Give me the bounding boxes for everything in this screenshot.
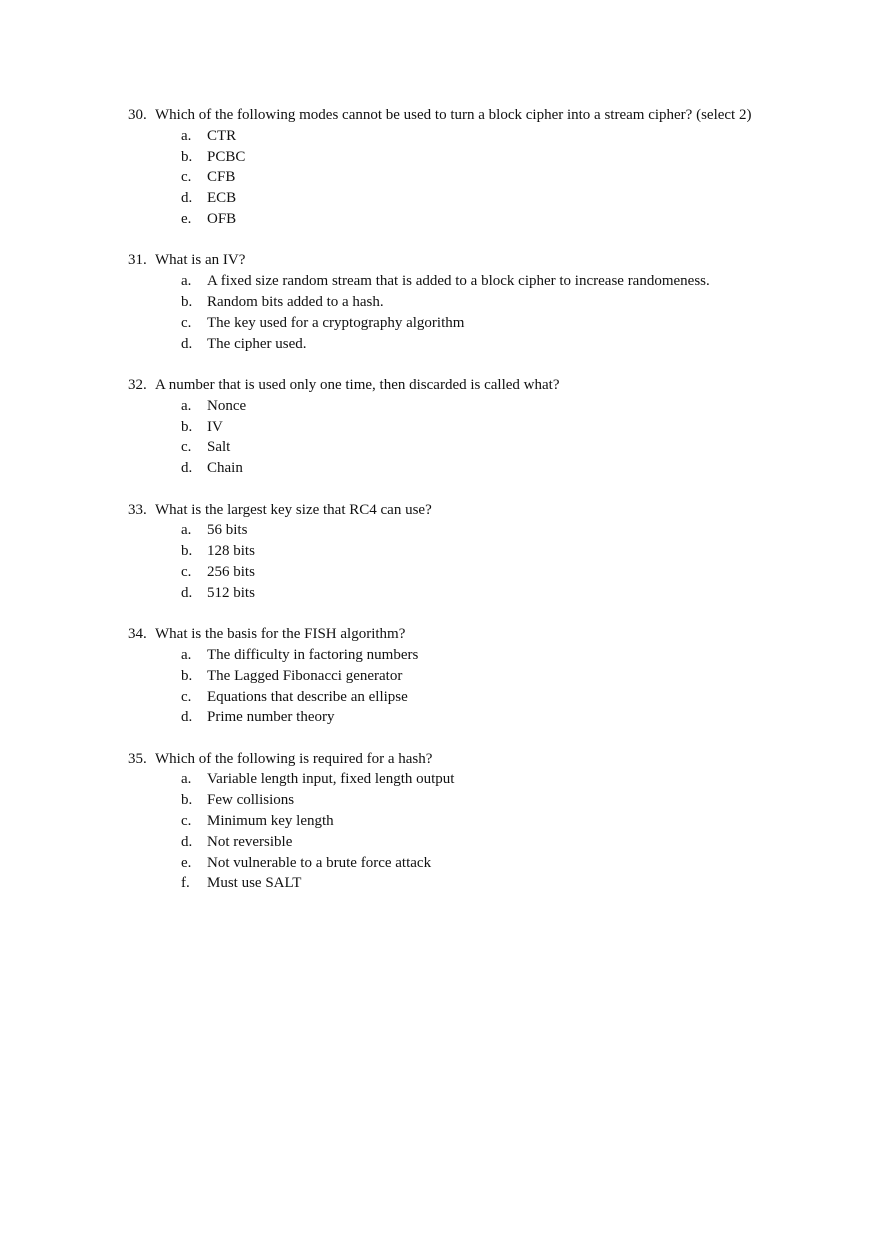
answer-option bbox=[128, 520, 778, 541]
option-letter: b. bbox=[181, 543, 193, 560]
answer-option bbox=[128, 707, 778, 728]
answer-option bbox=[128, 666, 778, 687]
question-number: 33. bbox=[128, 501, 147, 518]
option-text: Prime number theory bbox=[207, 709, 335, 726]
option-text: Not reversible bbox=[207, 833, 293, 850]
option-letter: d. bbox=[181, 833, 193, 850]
option-text: The Lagged Fibonacci generator bbox=[207, 667, 403, 684]
question-stem bbox=[128, 624, 778, 645]
option-text: Equations that describe an ellipse bbox=[207, 688, 408, 705]
answer-option bbox=[128, 541, 778, 562]
option-text: Variable length input, fixed length output bbox=[207, 771, 455, 788]
option-text: The cipher used. bbox=[207, 335, 307, 352]
question-text: A number that is used only one time, then discarded is called what? bbox=[155, 376, 560, 393]
answer-options bbox=[128, 126, 778, 230]
option-text: 512 bits bbox=[207, 584, 255, 601]
option-letter: b. bbox=[181, 293, 193, 310]
option-text: Nonce bbox=[207, 397, 247, 414]
answer-option bbox=[128, 126, 778, 147]
question-text: What is an IV? bbox=[155, 252, 246, 269]
answer-option bbox=[128, 562, 778, 583]
answer-option bbox=[128, 334, 778, 355]
question-list bbox=[128, 105, 778, 915]
option-letter: b. bbox=[181, 792, 193, 809]
option-letter: a. bbox=[181, 646, 192, 663]
option-text: Must use SALT bbox=[207, 875, 302, 892]
answer-option bbox=[128, 458, 778, 479]
answer-option bbox=[128, 437, 778, 458]
answer-option bbox=[128, 292, 778, 313]
option-letter: c. bbox=[181, 439, 192, 456]
question-stem bbox=[128, 749, 778, 770]
option-text: Few collisions bbox=[207, 792, 295, 809]
answer-option bbox=[128, 811, 778, 832]
option-letter: b. bbox=[181, 667, 193, 684]
question-number: 34. bbox=[128, 626, 147, 643]
option-letter: c. bbox=[181, 688, 192, 705]
option-text: PCBC bbox=[207, 148, 246, 165]
question-text: What is the basis for the FISH algorithm? bbox=[155, 626, 406, 643]
option-letter: e. bbox=[181, 854, 192, 871]
answer-option bbox=[128, 147, 778, 168]
question-stem bbox=[128, 250, 778, 271]
answer-option bbox=[128, 396, 778, 417]
option-text: Random bits added to a hash. bbox=[207, 293, 384, 310]
option-text: OFB bbox=[207, 210, 237, 227]
option-text: 128 bits bbox=[207, 543, 255, 560]
option-text: CTR bbox=[207, 127, 237, 144]
option-letter: d. bbox=[181, 460, 193, 477]
option-text: The key used for a cryptography algorithm bbox=[207, 314, 465, 331]
option-text: The difficulty in factoring numbers bbox=[207, 646, 419, 663]
question-2 bbox=[128, 375, 778, 479]
option-letter: d. bbox=[181, 335, 193, 352]
option-letter: d. bbox=[181, 190, 193, 207]
option-letter: a. bbox=[181, 397, 192, 414]
question-5 bbox=[128, 749, 778, 895]
answer-options bbox=[128, 769, 778, 894]
question-number: 30. bbox=[128, 107, 147, 123]
option-letter: a. bbox=[181, 771, 192, 788]
answer-options bbox=[128, 396, 778, 479]
option-letter: a. bbox=[181, 273, 192, 290]
answer-option bbox=[128, 583, 778, 604]
answer-option bbox=[128, 209, 778, 230]
option-letter: e. bbox=[181, 210, 192, 227]
option-letter: c. bbox=[181, 813, 192, 830]
answer-options bbox=[128, 520, 778, 603]
answer-option bbox=[128, 832, 778, 853]
option-text: Minimum key length bbox=[207, 813, 334, 830]
question-stem bbox=[128, 500, 778, 521]
option-letter: d. bbox=[181, 709, 193, 726]
option-letter: a. bbox=[181, 522, 192, 539]
option-letter: f. bbox=[181, 875, 190, 892]
option-text: Not vulnerable to a brute force attack bbox=[207, 854, 432, 871]
option-text: A fixed size random stream that is added to a block cipher to increase randomeness. bbox=[207, 273, 710, 290]
option-text: 256 bits bbox=[207, 563, 255, 580]
option-letter: b. bbox=[181, 148, 193, 165]
answer-option bbox=[128, 313, 778, 334]
question-3 bbox=[128, 500, 778, 604]
question-stem bbox=[128, 105, 778, 126]
option-letter: b. bbox=[181, 418, 193, 435]
option-letter: a. bbox=[181, 127, 192, 144]
answer-option bbox=[128, 167, 778, 188]
question-text: Which of the following modes cannot be used to turn a block cipher into a stream cipher? (select 2) bbox=[155, 107, 752, 123]
question-number: 32. bbox=[128, 376, 147, 393]
question-text: Which of the following is required for a hash? bbox=[155, 750, 433, 767]
answer-option bbox=[128, 417, 778, 438]
question-number: 35. bbox=[128, 750, 147, 767]
option-letter: d. bbox=[181, 584, 193, 601]
question-text: What is the largest key size that RC4 can use? bbox=[155, 501, 432, 518]
answer-options bbox=[128, 271, 778, 354]
option-letter: c. bbox=[181, 169, 192, 186]
answer-option bbox=[128, 769, 778, 790]
answer-option bbox=[128, 645, 778, 666]
question-0 bbox=[128, 105, 778, 230]
answer-option bbox=[128, 687, 778, 708]
option-letter: c. bbox=[181, 314, 192, 331]
question-number: 31. bbox=[128, 252, 147, 269]
answer-option bbox=[128, 790, 778, 811]
answer-option bbox=[128, 873, 778, 894]
answer-options bbox=[128, 645, 778, 728]
answer-option bbox=[128, 271, 778, 292]
option-text: 56 bits bbox=[207, 522, 248, 539]
option-text: CFB bbox=[207, 169, 236, 186]
question-1 bbox=[128, 250, 778, 354]
answer-option bbox=[128, 188, 778, 209]
question-stem bbox=[128, 375, 778, 396]
option-text: IV bbox=[207, 418, 223, 435]
question-4 bbox=[128, 624, 778, 728]
option-text: ECB bbox=[207, 190, 237, 207]
answer-option bbox=[128, 853, 778, 874]
option-letter: c. bbox=[181, 563, 192, 580]
option-text: Salt bbox=[207, 439, 231, 456]
option-text: Chain bbox=[207, 460, 243, 477]
